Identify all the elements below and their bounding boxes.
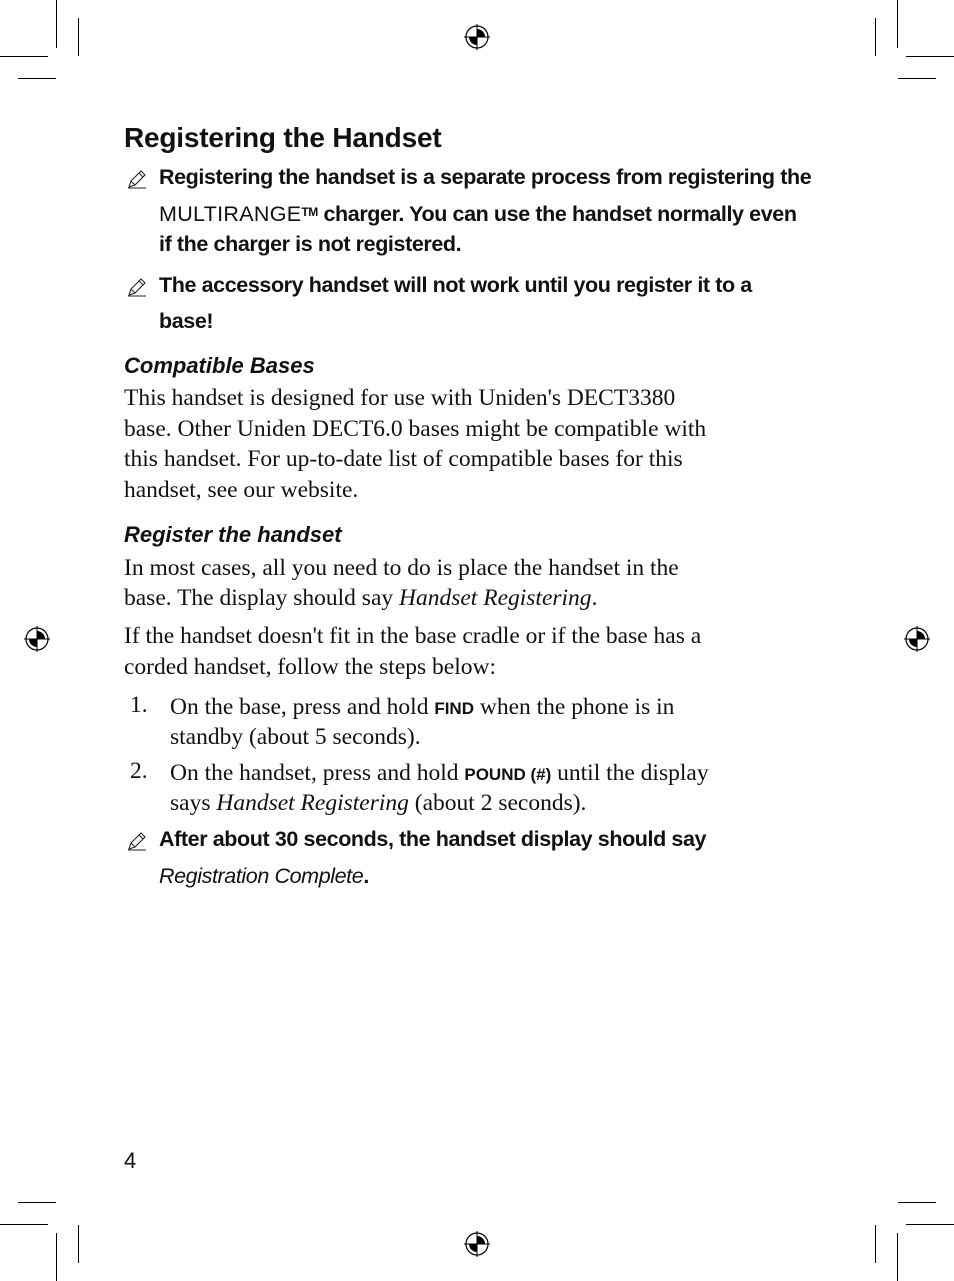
trademark: TM: [301, 205, 318, 219]
step-line: standby (about 5 seconds).: [170, 724, 421, 750]
key-label: FIND: [434, 699, 474, 718]
crop-mark: [906, 1224, 954, 1225]
note-line: [159, 860, 369, 893]
page-title: Registering the Handset: [124, 122, 442, 153]
registration-mark-icon: [464, 24, 490, 50]
crop-mark: [898, 78, 936, 79]
step-number: 1.: [130, 692, 148, 718]
paragraph-line: corded handset, follow the steps below:: [124, 654, 496, 680]
crop-mark: [78, 18, 79, 56]
registration-mark-icon: [24, 626, 50, 652]
note-line: base!: [159, 309, 214, 333]
note-line: if the charger is not registered.: [159, 232, 462, 256]
step-text: On the base, press and hold: [170, 694, 435, 720]
crop-mark: [0, 56, 48, 57]
registration-mark-icon: [904, 626, 930, 652]
crop-mark: [875, 18, 876, 56]
crop-mark: [56, 1233, 57, 1281]
note-text: charger. You can use the handset normally even: [317, 202, 797, 226]
crop-mark: [0, 1224, 48, 1225]
display-message: Handset Registering: [399, 585, 592, 611]
crop-mark: [906, 56, 954, 57]
brand-name: MULTIRANGE: [159, 202, 302, 226]
step-text: (about 2 seconds).: [408, 790, 587, 816]
note-text: .: [363, 864, 369, 888]
paragraph-line: this handset. For up-to-date list of compatible bases for this: [124, 446, 683, 472]
crop-mark: [18, 78, 56, 79]
registration-mark-icon: [464, 1231, 490, 1257]
step-line: [170, 692, 674, 725]
step-line: [170, 788, 586, 819]
crop-mark: [56, 0, 57, 48]
paragraph-line: [124, 583, 597, 614]
paragraph-line: handset, see our website.: [124, 477, 359, 503]
step-text: says: [170, 790, 217, 816]
paragraph-text: .: [591, 585, 598, 611]
note-line: After about 30 seconds, the handset display should say: [159, 827, 707, 851]
paragraph-line: This handset is designed for use with Uniden's DECT3380: [124, 385, 676, 411]
note-line: The accessory handset will not work until you register it to a: [159, 273, 752, 297]
crop-mark: [897, 1233, 898, 1281]
key-label: POUND (#): [464, 765, 552, 784]
display-message: Registration Complete: [159, 864, 364, 888]
pencil-note-icon: [126, 830, 148, 852]
step-text: when the phone is in: [474, 694, 675, 720]
paragraph-line: base. Other Uniden DECT6.0 bases might be compatible with: [124, 416, 707, 442]
step-text: On the handset, press and hold: [170, 760, 465, 786]
crop-mark: [18, 1202, 56, 1203]
section-title-compatible: Compatible Bases: [124, 353, 315, 378]
step-line: [170, 758, 709, 791]
step-text: until the display: [551, 760, 709, 786]
pencil-note-icon: [126, 276, 148, 298]
crop-mark: [897, 0, 898, 48]
display-message: Handset Registering: [216, 790, 409, 816]
crop-mark: [78, 1225, 79, 1263]
note-line: [159, 198, 797, 231]
crop-mark: [898, 1202, 936, 1203]
crop-mark: [875, 1225, 876, 1263]
page-number: 4: [124, 1148, 137, 1173]
paragraph-line: If the handset doesn't fit in the base cradle or if the base has a: [124, 623, 702, 649]
paragraph-text: base. The display should say: [124, 585, 400, 611]
paragraph-line: In most cases, all you need to do is place the handset in the: [124, 555, 679, 581]
section-title-register: Register the handset: [124, 522, 342, 547]
pencil-note-icon: [126, 168, 148, 190]
step-number: 2.: [130, 758, 148, 784]
note-line: Registering the handset is a separate process from registering the: [159, 165, 812, 189]
